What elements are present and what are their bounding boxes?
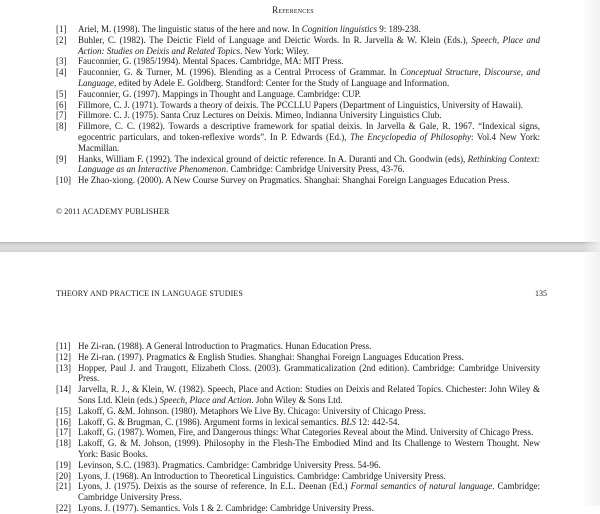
reference-entry [56,352,540,363]
reference-text-segment: Lyons. J. (1977). Semantics. Vols 1 & 2. Cambridge: Cambridge University Press. [78,502,374,513]
reference-entry [56,427,540,438]
reference-text [78,67,540,88]
reference-text [78,363,540,384]
reference-number: [11] [56,341,71,351]
reference-text-segment: Jarvella, R. J., & Klein, W. (1982). Speech, Place and Action: Studies on Deixis and Related Topics. Chichester: John Wiley & Sons Ltd. Klein (eds.) [78,384,540,405]
reference-number: [17] [56,427,71,438]
running-head: THEORY AND PRACTICE IN LANGUAGE STUDIES [56,289,243,298]
reference-number: [21] [56,481,71,492]
reference-entry [56,503,540,514]
reference-text-segment: Fillmore. C. J. (1975). Santa Cruz Lectures on Deixis. Mimeo, Indianna University Linguistics Club. [78,110,442,121]
reference-text-segment: , edited by Adele E. Goldberg. Standford: Center for the Study of Language and Information. [114,77,450,88]
reference-entry [56,460,540,471]
reference-entry [56,481,540,503]
reference-entry [56,56,540,67]
reference-number: [20] [56,470,71,481]
reference-number: [5] [56,88,67,99]
reference-text-segment: Buhler, C. (1982). The Deictic Field of Language and Deictic Words. In R. Jarvella & W. Klein (Eds.), [78,34,472,45]
reference-entry [56,471,540,482]
reference-entry [56,417,540,428]
reference-title-italic: BLS [340,416,356,427]
reference-text-segment: He Zhao-xiong. (2000). A New Course Survey on Pragmatics. Shanghai: Shanghai Foreign Languages Education Press. [78,175,510,186]
reference-number: [6] [56,99,67,110]
reference-text [78,471,446,481]
reference-text [78,89,361,99]
reference-text-segment: Fillmore, C. C. (1982). Towards a descriptive framework for spatial deixis. In Jarvella & Gale, R. 1967. “Indexical signs, egocentric particulars, and token-reflexive words”. In P. Edwards (Ed.), [78,121,540,142]
reference-number: [15] [56,405,71,416]
reference-number: [1] [56,24,67,34]
reference-entry [56,363,540,385]
reference-text-segment: He Zi-ran. (1997). Pragmatics & English Studies. Shanghai: Shanghai Foreign Languages Education Press. [78,351,464,362]
reference-entry [56,24,540,35]
reference-text-segment: Fillmore, C. J. (1971). Towards a theory of deixis. The PCCLLU Papers (Department of Linguistics, University of Hawaii). [78,99,523,110]
reference-number: [7] [56,110,67,121]
reference-number: [2] [56,34,67,45]
reference-title-italic: Rethinking Context: Language as an Interactive Phenomenon [78,153,540,175]
reference-text [78,352,464,362]
reference-title-italic: Speech, Place and Action: Studies on Deixis and Related Topics [78,34,540,56]
reference-entry [56,384,540,406]
reference-text [78,341,371,351]
reference-text [78,100,523,110]
reference-number: [10] [56,175,71,186]
reference-text-segment: He Zi-ran. (1988). A General Introduction to Pragmatics. Hunan Education Press. [78,341,372,351]
reference-text [78,121,540,153]
reference-text [78,417,400,427]
reference-title-italic: The Encyclopedia of Philosophy [350,131,471,142]
reference-entry [56,35,540,57]
reference-entry [56,89,540,100]
reference-text-segment: Levinson, S.C. (1983). Pragmatics. Cambridge: Cambridge University Press. 54-96. [78,459,381,470]
reference-list-page-2 [56,341,540,514]
reference-title-italic: Formal semantics of natural language [350,481,493,492]
reference-number: [19] [56,459,71,470]
reference-text-segment: Hanks, William F. (1992). The indexical ground of deictic reference. In A. Duranti and Ch. Goodwin (eds), [78,153,468,164]
reference-text-segment: Hopper, Paul J. and Traugott, Elizabeth Closs. (2003). Grammaticalization (2nd edition). Cambridge: Cambridge University Press. [78,362,540,384]
reference-text-segment: 9: 189-238. [376,24,421,34]
copyright-footer: © 2011 ACADEMY PUBLISHER [56,207,170,216]
reference-text-segment: Lyons, J. (1968). An Introduction to Theoretical Linguistics. Cambridge: Cambridge University Press. [78,470,446,481]
reference-number: [12] [56,351,71,362]
reference-text-segment: Fauconnier, G. & Turner, M. (1996). Blending as a Central Prrocess of Grammar. In [78,67,401,78]
reference-number: [14] [56,384,71,395]
reference-text [78,154,540,175]
page-2 [0,252,600,513]
reference-number: [22] [56,502,71,513]
reference-text-segment: 12: 442-54. [355,416,400,427]
reference-text [78,503,374,513]
reference-text [78,406,426,416]
reference-entry [56,100,540,111]
reference-number: [8] [56,121,67,132]
reference-text [78,175,509,185]
reference-number: [18] [56,438,71,449]
reference-entry [56,175,540,186]
reference-text [78,438,540,459]
reference-text-segment: Lakoff, G. & Brugman, C. (1986). Argument forms in lexical semantics. [78,416,341,427]
reference-number: [9] [56,153,67,164]
reference-text [78,384,540,405]
reference-text-segment: Lakoff, G. (1987). Women, Fire, and Dangerous things: What Categories Reveal about the Mind. University of Chicago Press. [78,427,534,438]
reference-text-segment: . New York: Wiley. [240,45,310,56]
reference-text-segment: Fauconnier, G. (1997). Mappings in Thought and Language. Cambridge: CUP. [78,88,361,99]
page-number: 135 [535,289,547,298]
reference-text [78,56,343,66]
references-heading: References [272,5,314,15]
reference-text-segment: . Cambridge: Cambridge University Press. [78,481,540,503]
reference-number: [3] [56,56,67,67]
reference-entry [56,406,540,417]
reference-text [78,24,421,34]
reference-text-segment: . Cambridge: Cambridge University Press, 43-76. [225,164,405,175]
reference-text-segment: Lyons, J. (1975). Deixis as the sourse of reference. In E.L. Deenan (Ed.) [78,481,351,492]
page-1 [0,0,600,242]
reference-number: [16] [56,416,71,427]
reference-title-italic: Cognition linguistics [301,24,377,34]
reference-entry [56,121,540,153]
reference-text [78,481,540,502]
reference-text-segment: Lakoff, G. &M. Johnson. (1980). Metaphors We Live By. Chicago: University of Chicago Press. [78,405,426,416]
reference-title-italic: Conceptual Structure, Discourse, and Language [78,67,540,88]
reference-text-segment: : Vol.4 New York: Macmillan. [78,131,541,153]
reference-text-segment: . John Wiley & Sons Ltd. [251,394,343,405]
reference-text-segment: Fauconnier, G. (1985/1994). Mental Spaces. Cambridge, MA: MIT Press. [78,56,344,67]
reference-text-segment: Ariel, M. (1998). The linguistic status of the here and now. In [78,24,302,34]
reference-list-page-1 [56,24,540,186]
reference-text [78,35,540,56]
reference-entry [56,67,540,89]
reference-entry [56,341,540,352]
reference-text [78,110,441,120]
reference-number: [13] [56,362,71,373]
reference-entry [56,438,540,460]
reference-title-italic: Speech, Place and Action [159,394,252,405]
reference-entry [56,154,540,176]
reference-text [78,427,533,437]
reference-text [78,460,381,470]
reference-entry [56,110,540,121]
reference-number: [4] [56,67,67,78]
reference-text-segment: Lakoff, G. & M. Johson, (1999). Philosophy in the Flesh-The Embodied Mind and Its Challenge to Western Thought. New York: Basic Books. [78,438,540,459]
